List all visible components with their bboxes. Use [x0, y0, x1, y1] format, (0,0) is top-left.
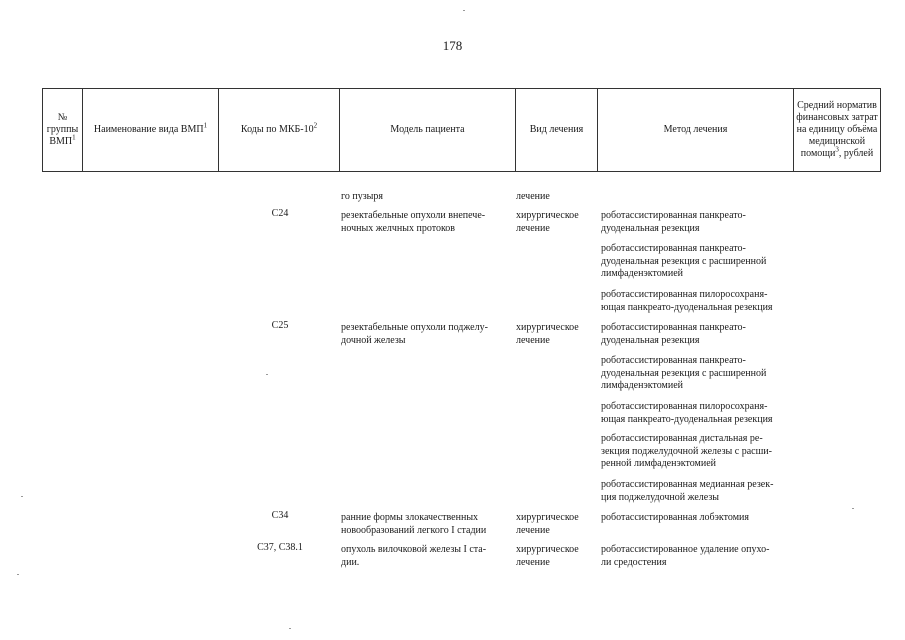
- treatment-method-c37-1: роботассистированное удаление опухо- ли средостения: [601, 544, 770, 568]
- header-cost-standard: Средний норматив финансовых затрат на единицу объёма медицинской помощи$^3$, рублей: [794, 89, 881, 172]
- treatment-method-c34-1: роботассистированная лобэктомия: [601, 512, 749, 523]
- continued-patient-model: го пузыря: [341, 191, 383, 202]
- scan-speck: [463, 10, 465, 11]
- treatment-method-c25-1: роботассистированная панкреато- дуоденальная резекция: [601, 322, 746, 346]
- header-patient-model: Модель пациента: [340, 89, 516, 172]
- patient-model-c34: ранние формы злокачественных новообразований легкого I стадии: [341, 512, 487, 536]
- icd-code-c25: C25: [271, 320, 289, 331]
- treatment-method-c25-3: роботассистированная пилоросохраня- ющая панкреато-дуоденальная резекция: [601, 401, 773, 425]
- treatment-method-c24-1: роботассистированная панкреато- дуоденальная резекция: [601, 210, 746, 234]
- scan-speck: [21, 496, 23, 497]
- icd-code-c24: C24: [271, 208, 289, 219]
- icd-code-c34: C34: [271, 510, 289, 521]
- treatment-method-c24-3: роботассистированная пилоросохраня- ющая панкреато-дуоденальная резекция: [601, 289, 773, 313]
- treatment-type-c24: хирургическое лечение: [516, 210, 579, 234]
- treatment-type-c37: хирургическое лечение: [516, 544, 579, 568]
- header-treatment-method: Метод лечения: [598, 89, 794, 172]
- treatment-method-c25-2: роботассистированная панкреато- дуоденальная резекция с расширенной лимфаденэктомией: [601, 355, 767, 391]
- scan-speck: [852, 508, 854, 509]
- patient-model-c24: резектабельные опухоли внепече- ночных желчных протоков: [341, 210, 486, 234]
- treatment-method-c25-4: роботассистированная дистальная ре- зекция поджелудочной железы с расши- ренной лимфаденэктомией: [601, 433, 772, 469]
- treatment-method-c24-2: роботассистированная панкреато- дуоденальная резекция с расширенной лимфаденэктомией: [601, 243, 767, 279]
- header-icd-codes: Коды по МКБ-$10^2$: [219, 89, 340, 172]
- continued-treatment-type: лечение: [516, 191, 550, 202]
- table-header: [42, 88, 881, 172]
- icd-code-c37-c38: C37, C38.1: [257, 542, 303, 553]
- scan-speck: [266, 374, 268, 375]
- patient-model-c37: опухоль вилочковой железы I ста- дии.: [341, 544, 487, 568]
- header-treatment-type: Вид лечения: [516, 89, 598, 172]
- header-group-number: № группы ВМП$^1$: [43, 89, 83, 172]
- page-number: 178: [442, 38, 463, 53]
- treatment-method-c25-5: роботассистированная медианная резек- ция поджелудочной железы: [601, 479, 774, 503]
- header-vmp-name: Наименование вида ВМП$^1$: [83, 89, 219, 172]
- scan-speck: [17, 574, 19, 575]
- patient-model-c25: резектабельные опухоли поджелу- дочной железы: [341, 322, 488, 346]
- treatment-type-c25: хирургическое лечение: [516, 322, 579, 346]
- scan-speck: [289, 628, 291, 629]
- treatment-type-c34: хирургическое лечение: [516, 512, 579, 536]
